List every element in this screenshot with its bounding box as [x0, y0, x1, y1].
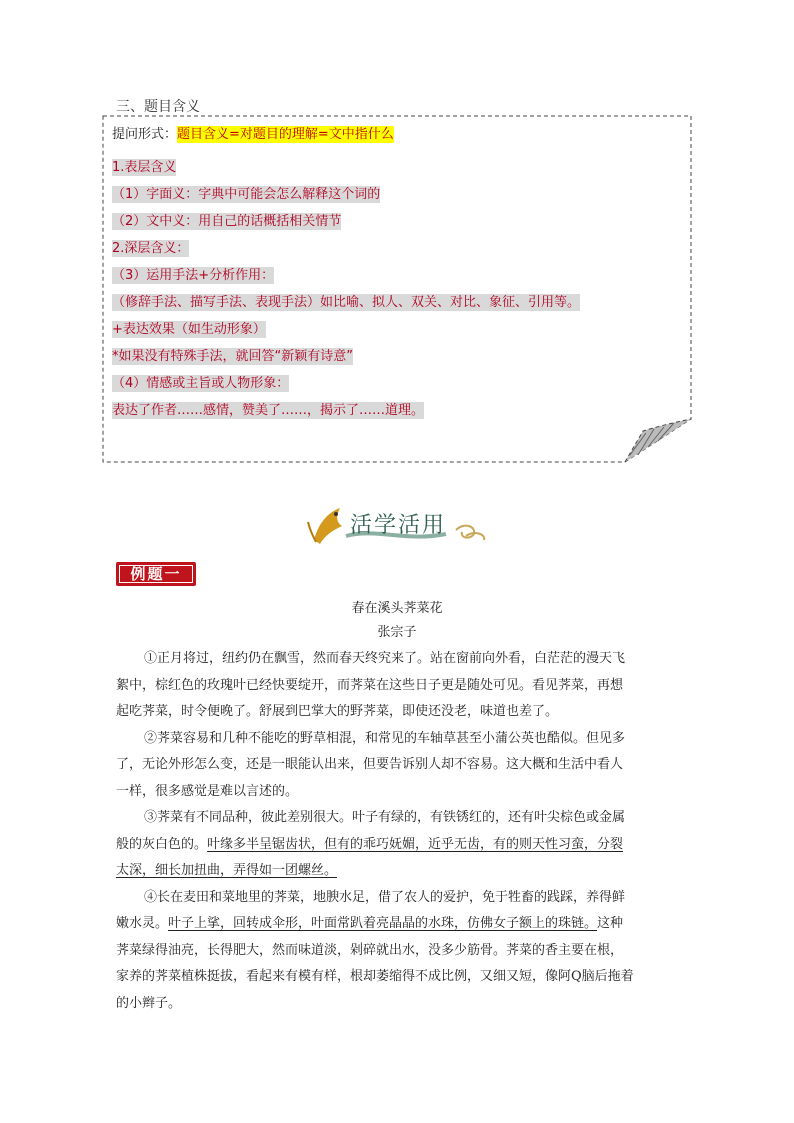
definition-box: [102, 115, 692, 463]
paragraph-line: 家养的荠菜植株挺拔，看起来有模有样，根却萎缩得不成比例，又细又短，像阿Q脑后拖着: [116, 969, 634, 984]
paragraph-line: ①正月将过，纽约仍在飘雪，然而春天终究来了。站在窗前向外看，白茫茫的漫天飞: [144, 651, 626, 666]
example-badge: [116, 562, 196, 586]
paragraph-line: 一样，很多感觉是难以言述的。: [116, 783, 299, 799]
box-line: （1）字面义：字典中可能会怎么解释这个词的: [112, 187, 381, 202]
box-line: 1.表层含义: [112, 160, 177, 175]
banner-text: 活学活用: [350, 513, 447, 538]
paragraph-line: 起吃荠菜，时令便晚了。舒展到巴掌大的野荠菜，即使还没老，味道也差了。: [116, 704, 559, 719]
prompt-label: 提问形式：: [112, 127, 178, 142]
article-body: [116, 646, 676, 1017]
paragraph-line: 的小辫子。: [116, 995, 182, 1011]
paragraph-line: ③荠菜有不同品种，彼此差别很大。叶子有绿的，有铁锈红的，还有叶尖棕色或金属: [144, 810, 626, 825]
paragraph-line: ④长在麦田和菜地里的荠菜，地腴水足，借了农人的爱护，免于牲畜的践踩，养得鲜: [144, 889, 626, 905]
underlined-text: 太深，细长加扭曲，弄得如一团螺丝。: [116, 863, 338, 878]
underlined-text: 叶缘多半呈锯齿状，但有的乖巧妩媚，近乎无齿，有的则天性习蛮，分裂: [207, 836, 624, 852]
article-title: 春在溪头荠菜花: [351, 601, 443, 616]
paragraph-line: ②荠菜容易和几种不能吃的野草相混，和常见的车轴草甚至小蒲公英也酷似。但见多: [144, 730, 626, 746]
paragraph-line: 荠菜绿得油亮，长得肥大，然而味道淡，剁碎就出水，没多少筋骨。荠菜的香主要在根，: [116, 942, 624, 958]
paragraph-line: 嫩水灵。叶子上挲，回转成伞形，叶面常趴着亮晶晶的水珠，仿佛女子额上的珠链。这种: [116, 916, 624, 931]
badge-text: 例题一: [130, 565, 182, 583]
practice-banner: [306, 500, 490, 546]
box-line: +表达效果（如生动形象）: [112, 322, 266, 337]
box-line: （4）情感或主旨或人物形象：: [112, 376, 290, 391]
box-line: 表达了作者……感情，赞美了……，揭示了……道理。: [112, 403, 425, 418]
paragraph-line: 般的灰白色的。叶缘多半呈锯齿状，但有的乖巧妩媚，近乎无齿，有的则天性习蛮，分裂: [116, 836, 624, 852]
article-author: 张宗子: [377, 625, 417, 640]
section-heading: 三、题目含义: [116, 99, 200, 115]
box-line: 2.深层含义：: [112, 241, 190, 256]
box-line: （修辞手法、描写手法、表现手法）如比喻、拟人、双关、对比、象征、引用等。: [112, 295, 581, 310]
paragraph-line: 絮中，棕红色的玫瑰叶已经快要绽开，而荠菜在这些日子更是随处可见。看见荠菜，再想: [116, 677, 624, 693]
paragraph-line: 了，无论外形怎么变，还是一眼能认出来，但要告诉别人却不容易。这大概和生活中看人: [116, 757, 624, 772]
prompt-highlight: 题目含义=对题目的理解=文中指什么: [177, 127, 394, 142]
box-line: （3）运用手法+分析作用：: [112, 268, 275, 283]
paragraph-line: [116, 858, 676, 885]
box-line: （2）文中义：用自己的话概括相关情节: [112, 214, 342, 229]
box-line: *如果没有特殊手法，就回答“新颖有诗意”: [112, 349, 353, 364]
underlined-text: 叶子上挲，回转成伞形，叶面常趴着亮晶晶的水珠，仿佛女子额上的珠链。: [168, 916, 598, 931]
prompt-row: [112, 125, 682, 147]
